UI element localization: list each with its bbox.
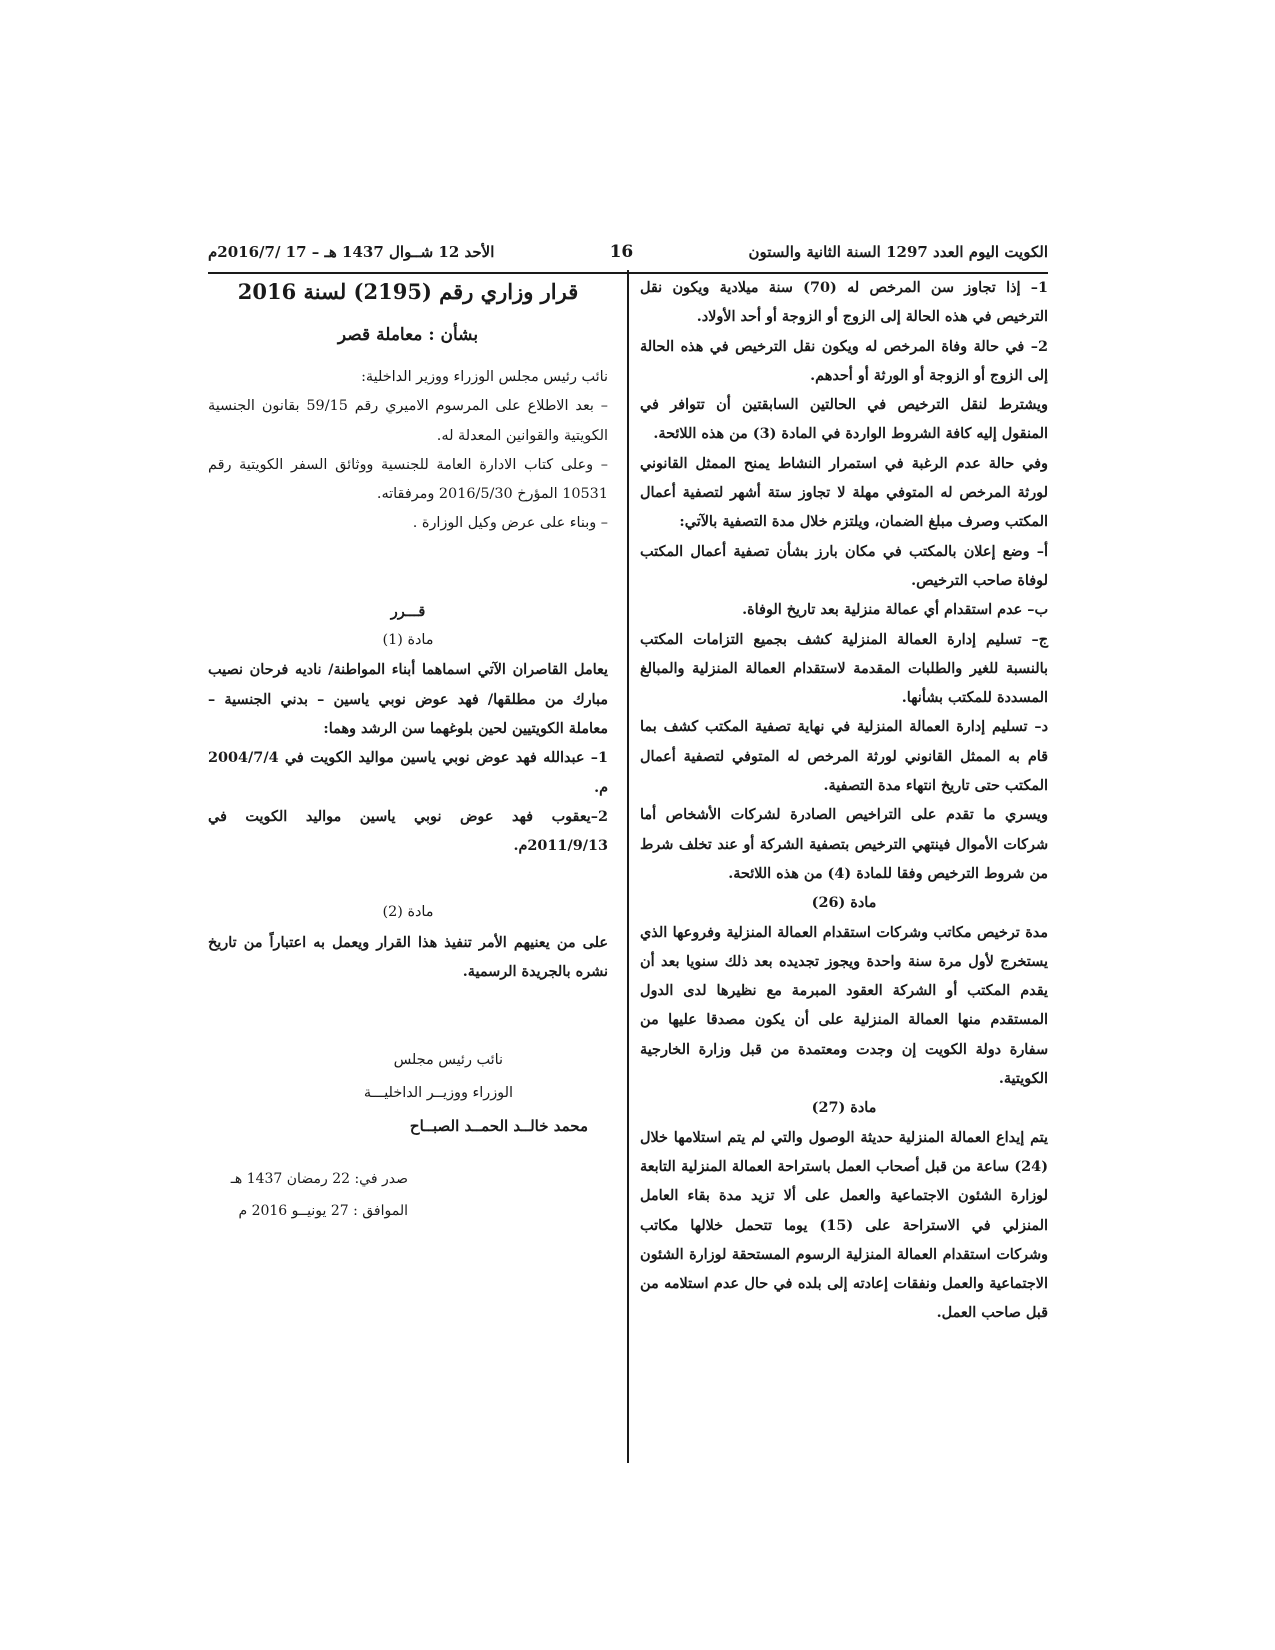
- paragraph: ويسري ما تقدم على التراخيص الصادرة لشركات الأشخاص أما شركات الأموال فينتهي الترخيص بتصفية الشركة أو عند تخلف شرط من شروط الترخيص وفقا للمادة (4) من هذه اللائحة.: [640, 806, 1048, 882]
- page-number: 16: [609, 241, 634, 262]
- header-issue: الكويت اليوم العدد 1297 السنة الثانية والستون: [748, 242, 1048, 261]
- paragraph: ويشترط لنقل الترخيص في الحالتين السابقتين أن تتوافر في المنقول إليه كافة الشروط الواردة في المادة (3) من هذه اللائحة.: [640, 396, 1048, 443]
- recital: – وعلى كتاب الادارة العامة للجنسية ووثائق السفر الكويتية رقم 10531 المؤرخ 2016/5/30 ومرفقاته.: [208, 456, 608, 503]
- article-heading-2: مادة (2): [382, 904, 434, 921]
- signatory-name: محمد خالــد الحمــد الصبــاح: [409, 1117, 588, 1136]
- article-heading-1: مادة (1): [382, 632, 434, 649]
- corresponding-date: الموافق : 27 يونيــو 2016 م: [238, 1203, 408, 1220]
- minor-entry: 1– عبدالله فهد عوض نوبي ياسين مواليد الكويت في 2004/7/4 م.: [208, 749, 608, 796]
- decree-title: قرار وزاري رقم (2195) لسنة 2016: [237, 279, 579, 304]
- column-divider: [627, 270, 629, 1463]
- issued-date: صدر في: 22 رمضان 1437 هـ: [230, 1171, 408, 1188]
- article-heading-26: مادة (26): [811, 894, 877, 912]
- article-1-text: يعامل القاصران الآتي اسماهما أبناء المواطنة/ ناديه فرحان نصيب مبارك من مطلقها/ فهد عوض نوبي ياسين – بدني الجنسية – معاملة الكويتيين لحين بلوغهما سن الرشد وهما:: [208, 661, 608, 737]
- page-header: [208, 236, 1048, 274]
- paragraph: ج– تسليم إدارة العمالة المنزلية كشف بجميع التزامات المكتب بالنسبة للغير والطلبات المقدمة لاستقدام العمالة المنزلية والمبالغ المسددة للمكتب بشأنها.: [640, 630, 1048, 707]
- article-heading-27: مادة (27): [811, 1099, 877, 1117]
- recital: – وبناء على عرض وكيل الوزارة .: [412, 515, 608, 532]
- minor-entry: 2–يعقوب فهد عوض نوبي ياسين مواليد الكويت في 2011/9/13م.: [208, 807, 608, 855]
- paragraph: 1– إذا تجاوز سن المرخص له (70) سنة ميلادية ويكون نقل الترخيص في هذه الحالة إلى الزوج أو الزوجة أو أحد الأولاد.: [640, 279, 1048, 326]
- paragraph: 2– في حالة وفاة المرخص له ويكون نقل الترخيص في هذه الحالة إلى الزوج أو الزوجة أو الورثة أو أحدهم.: [640, 337, 1048, 384]
- paragraph: ب– عدم استقدام أي عمالة منزلية بعد تاريخ الوفاة.: [742, 601, 1048, 619]
- paragraph: مدة ترخيص مكاتب وشركات استقدام العمالة المنزلية وفروعها الذي يستخرج لأول مرة سنة واحدة ويجوز تجديده بعد ذلك سنويا بعد أن يقدم المكتب أو الشركة العقود المبرمة مع نظيرها لدى الدول المستقدم منها العمالة المنزلية على أن يكون مصدقا عليها من سفارة دولة الكويت إن وجدت ومعتمدة من قبل وزارة الخارجية الكويتية.: [640, 923, 1048, 1088]
- paragraph: وفي حالة عدم الرغبة في استمرار النشاط يمنح الممثل القانوني لورثة المرخص له المتوفي مهلة لا تجاوز ستة أشهر لتصفية أعمال المكتب وصرف مبلغ الضمان، ويلتزم خلال مدة التصفية بالآتي:: [640, 454, 1048, 531]
- article-2-text: على من يعنيهم الأمر تنفيذ هذا القرار ويعمل به اعتباراً من تاريخ نشره بالجريدة الرسمية.: [208, 933, 608, 981]
- left-column: [208, 275, 608, 1227]
- decides-heading: قـــرر: [390, 602, 426, 620]
- signature-block: [208, 1044, 608, 1143]
- paragraph: يتم إيداع العمالة المنزلية حديثة الوصول والتي لم يتم استلامها خلال (24) ساعة من قبل أصحاب العمل باستراحة العمالة المنزلية التابعة لوزارة الشئون الاجتماعية والعمل على ألا تزيد مدة بقاء العامل المنزلي في الاستراحة على (15) يوما تتحمل خلالها مكاتب وشركات استقدام العمالة المنزلية الرسوم المستحقة لوزارة الشئون الاجتماعية والعمل ونفقات إعادته إلى بلده في حال عدم استلامه من قبل صاحب العمل.: [640, 1128, 1048, 1322]
- decree-subject: بشأن : معاملة قصر: [337, 325, 479, 345]
- issuer-line: نائب رئيس مجلس الوزراء ووزير الداخلية:: [361, 369, 608, 385]
- signature-title-line: نائب رئيس مجلس: [393, 1052, 503, 1069]
- issue-dates: [208, 1163, 608, 1227]
- paragraph: أ– وضع إعلان بالمكتب في مكان بارز بشأن تصفية أعمال المكتب لوفاة صاحب الترخيص.: [640, 542, 1048, 589]
- recital: – بعد الاطلاع على المرسوم الاميري رقم 59/15 بقانون الجنسية الكويتية والقوانين المعدلة له.: [208, 398, 608, 444]
- right-column: [640, 273, 1048, 1328]
- signature-title-line: الوزراء ووزيــر الداخليـــة: [363, 1085, 513, 1102]
- paragraph: د– تسليم إدارة العمالة المنزلية في نهاية تصفية المكتب كشف بما قام به الممثل القانوني لورثة المرخص له المتوفي لتصفية أعمال المكتب حتى تاريخ انتهاء مدة التصفية.: [640, 718, 1048, 795]
- header-date: الأحد 12 شــوال 1437 هـ – 17 /2016/7م: [208, 242, 495, 261]
